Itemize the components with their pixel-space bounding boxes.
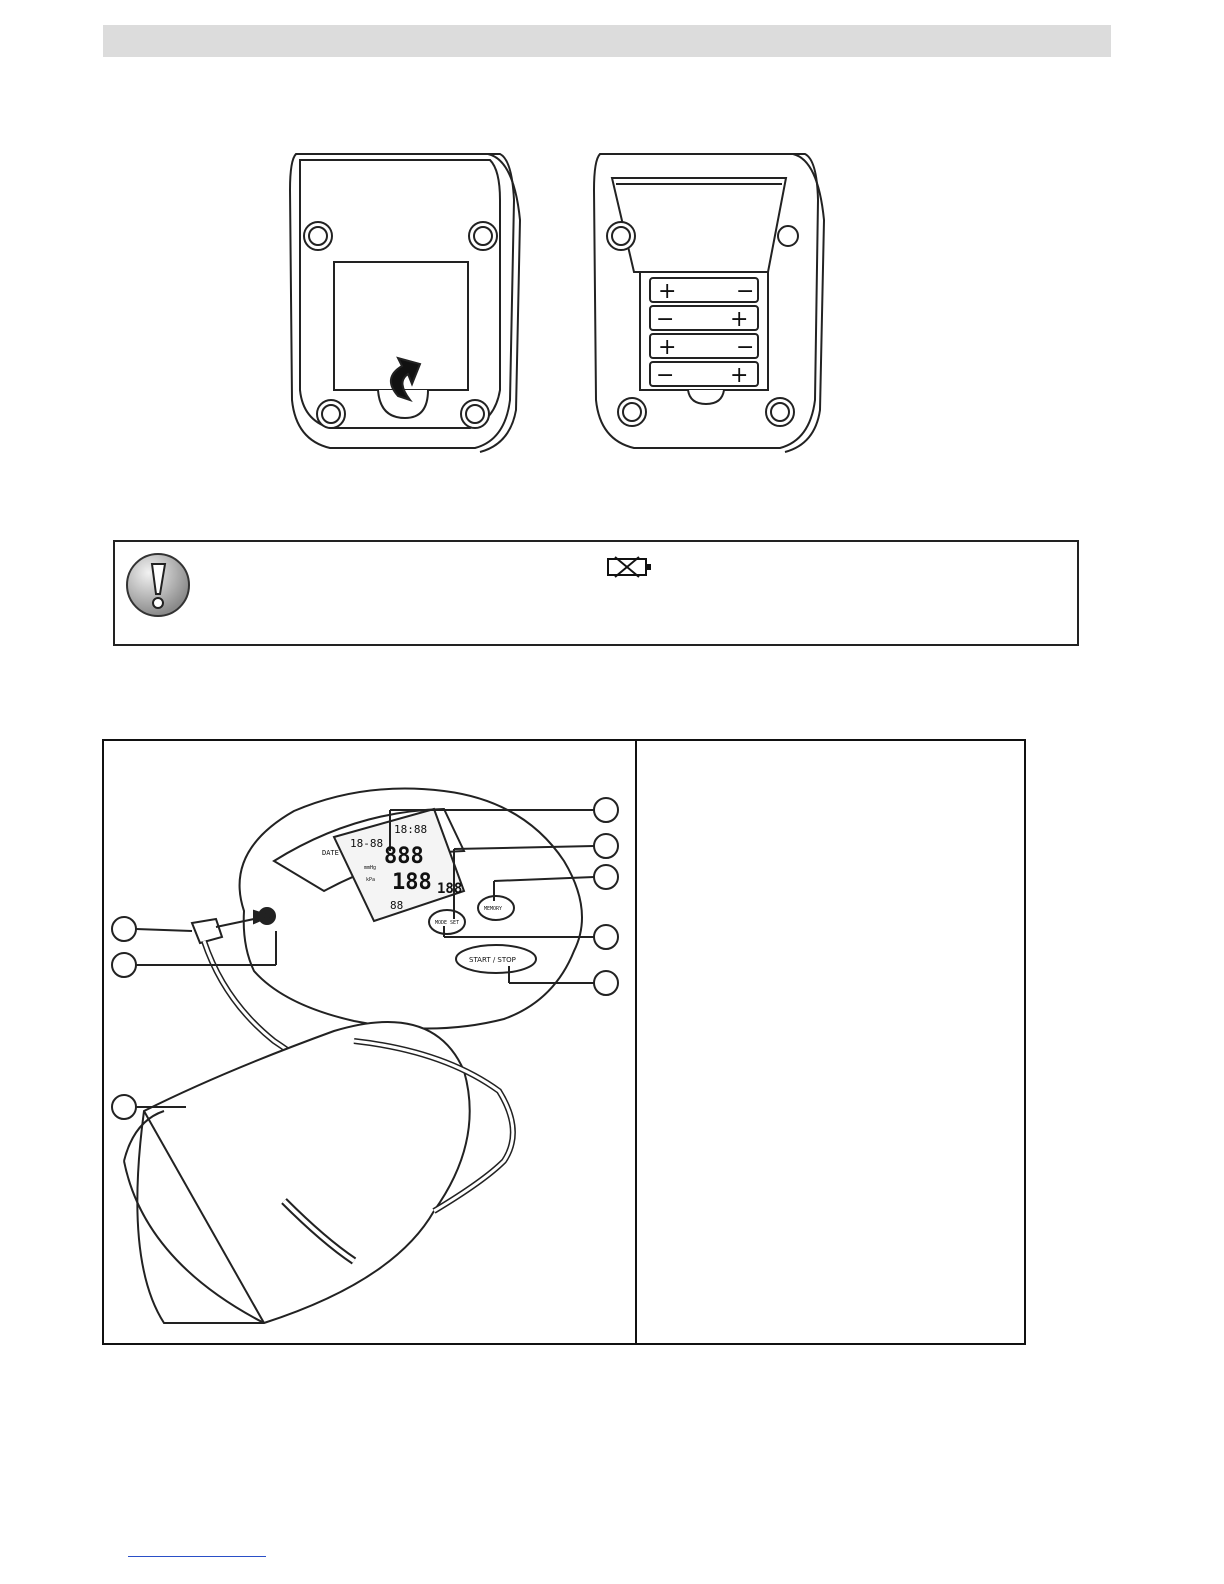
device-parts-figure [104,741,634,1343]
date-digits: 18-88 [350,837,384,850]
polarity-label: + [730,363,749,388]
polarity-label: + [658,279,677,304]
battery-empty-icon [607,556,653,578]
polarity-label: − [656,363,675,388]
polarity-label: + [658,335,677,360]
date-label: DATE [322,849,339,857]
start-stop-label: START / STOP [469,956,516,964]
polarity-label: − [736,279,755,304]
polarity-label: + [730,307,749,332]
systolic-digits: 888 [384,844,424,869]
memory-digits: 88 [390,899,404,912]
table-divider [635,741,637,1343]
pulse-digits: 188 [437,881,463,897]
footer-link-underline[interactable] [128,1556,266,1557]
parts-table [102,739,1026,1345]
polarity-label: − [736,335,755,360]
exclamation-icon [125,552,191,618]
memory-label: MEMORY [484,906,503,912]
unit-mmhg: mmHg [364,865,377,871]
device-back-closed [290,154,520,452]
unit-kpa: kPa [366,877,376,883]
time-digits: 18:88 [394,823,428,836]
mode-set-label: MODE SET [435,920,460,926]
device-back-open [594,154,824,452]
diastolic-digits: 188 [392,870,432,895]
polarity-label: − [656,307,675,332]
warning-box [113,540,1079,646]
arm-cuff [137,1022,469,1323]
battery-compartment-figure [0,0,1224,500]
air-plug [192,919,222,943]
